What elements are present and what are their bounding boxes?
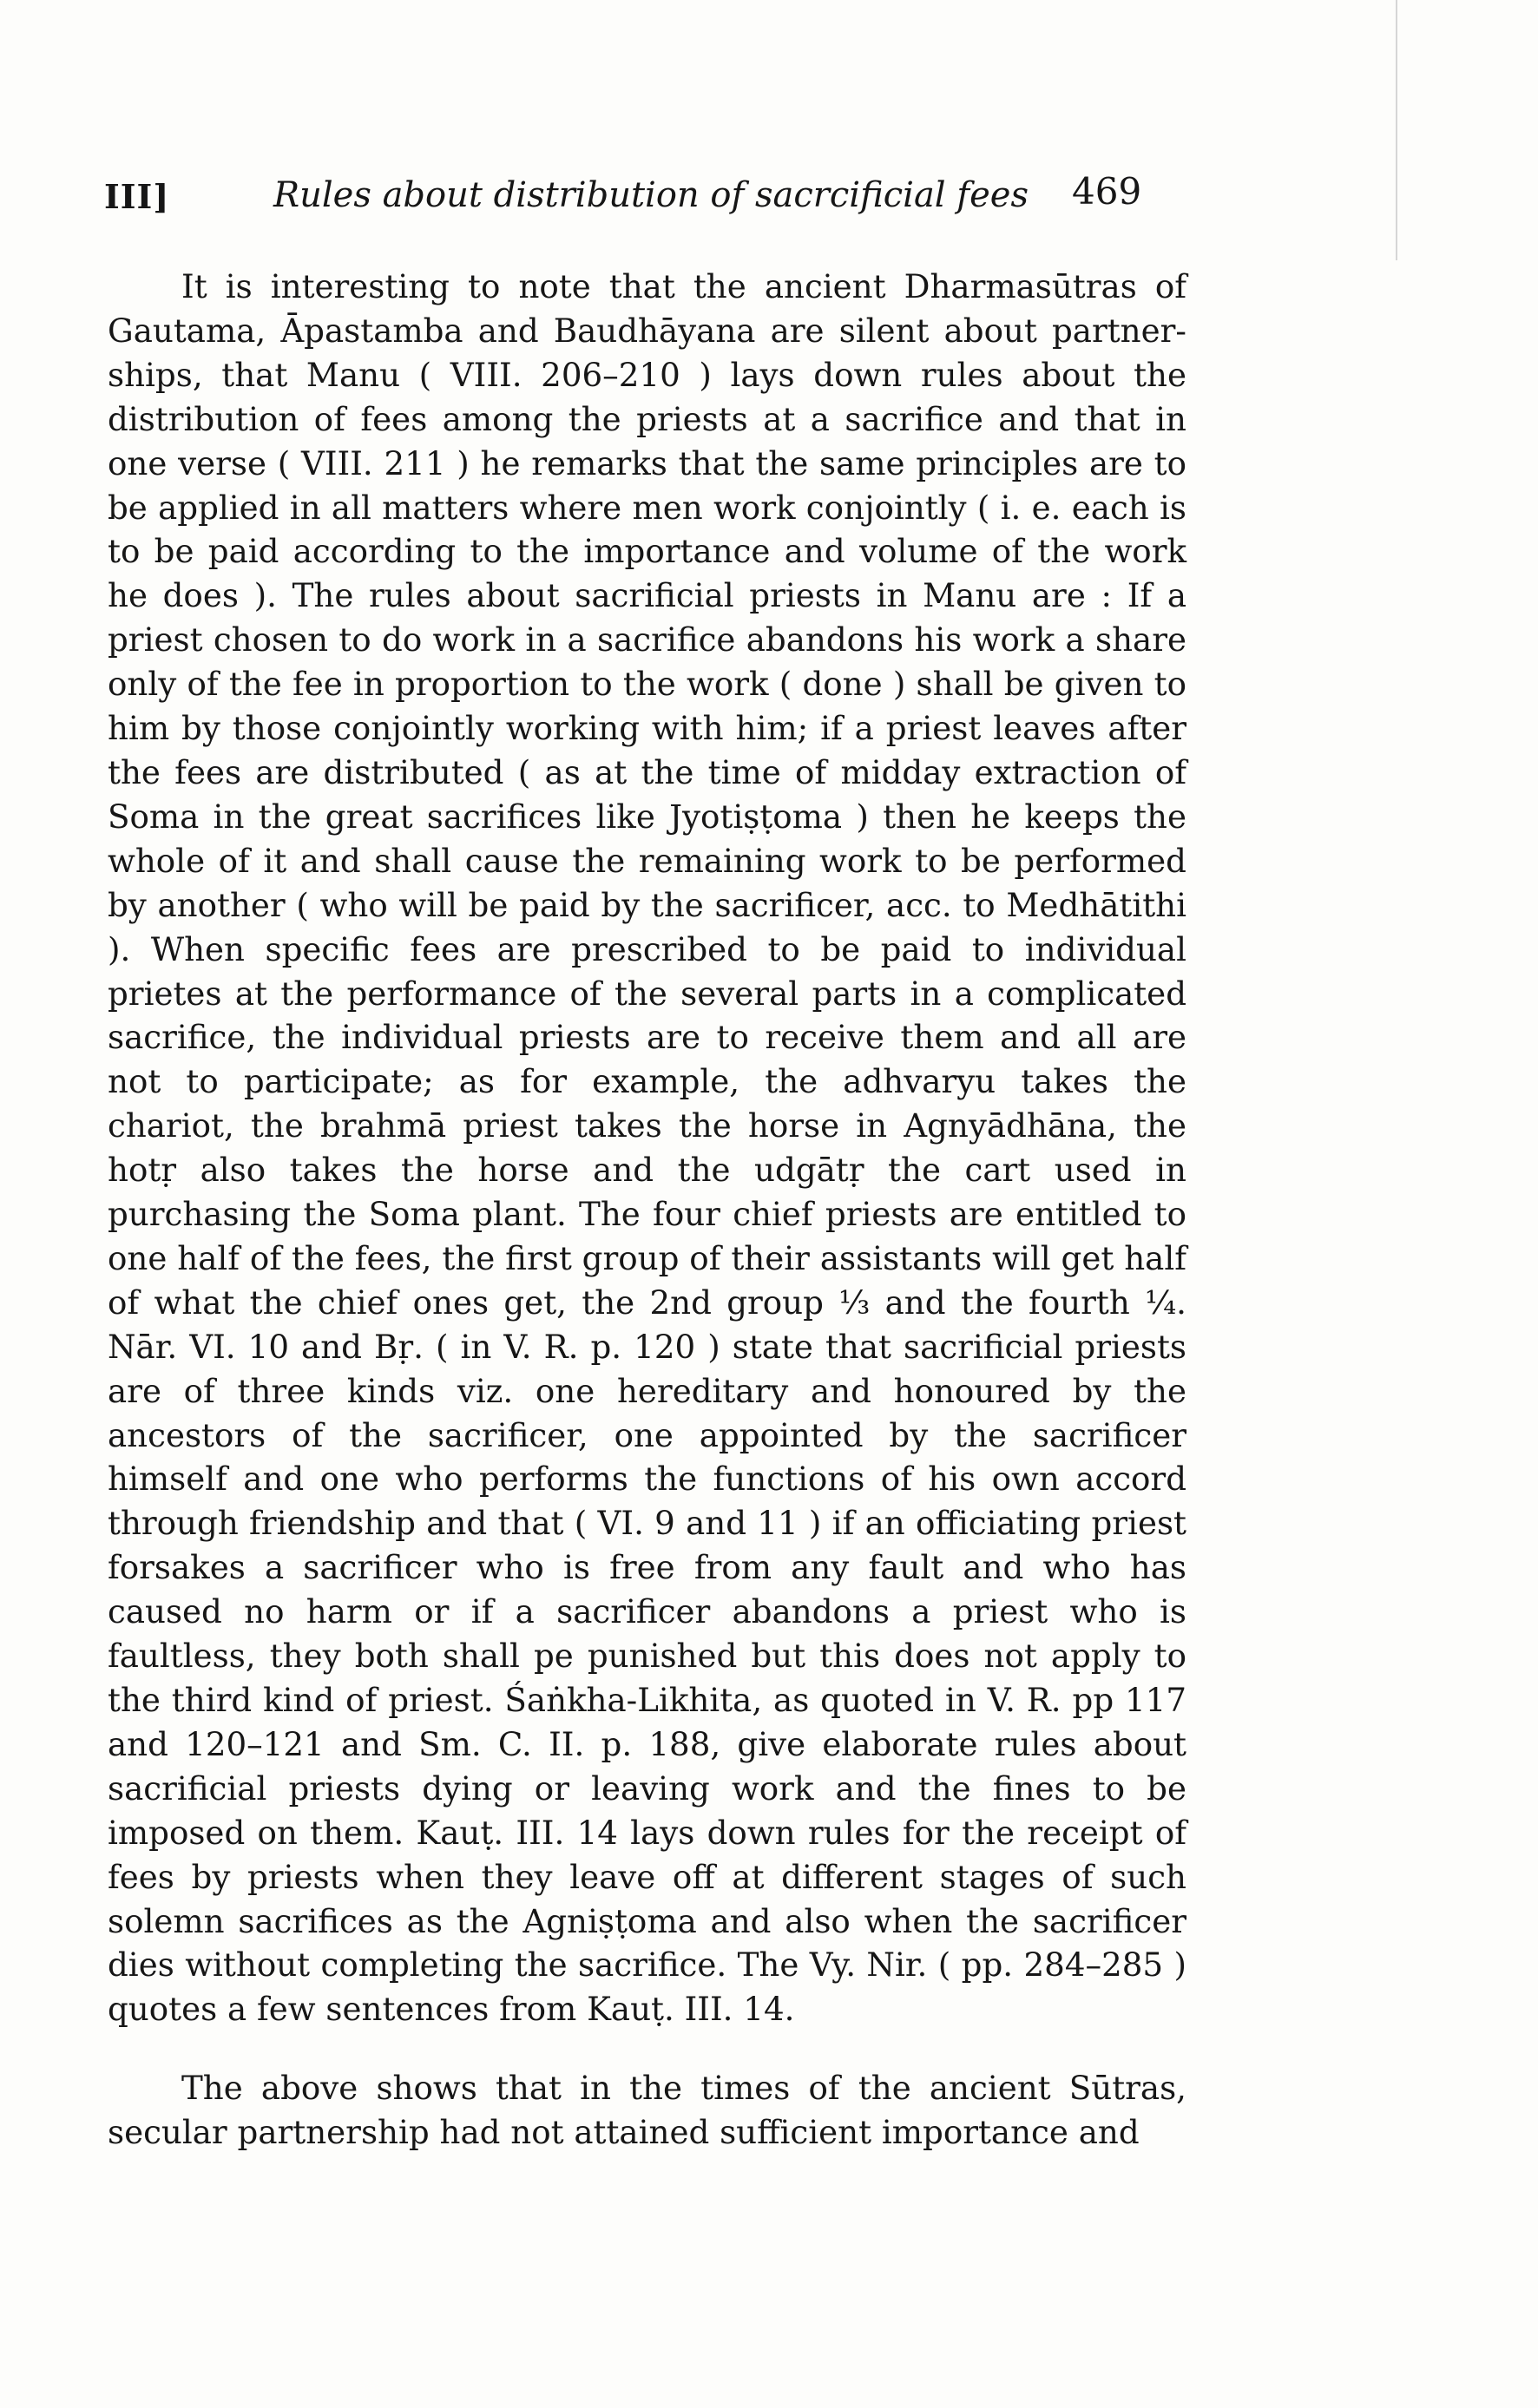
running-title: Rules about distribution of sacrcificial fees — [273, 175, 1029, 215]
body-text — [108, 265, 1186, 2155]
running-header — [104, 165, 1189, 234]
paragraph-secular-partnership: The above shows that in the times of the ancient Sūtras, secular partnership had not attained sufficient importance and — [108, 2069, 1186, 2152]
page-edge-line — [1396, 0, 1397, 260]
page-number: 469 — [1072, 170, 1142, 213]
chapter-marker: III] — [104, 177, 170, 216]
paragraph-partnership-fees: It is interesting to note that the ancient Dharmasūtras of Gautama, Āpastamba and Baudhāyana are silent about partner-ships, that Manu ( VIII. 206–210 ) lays down rules about the distribution of fees among the priests at a sacrifice and that in one verse ( VIII. 211 ) he remarks that the same principles are to be applied in all matters where men work conjointly ( i. e. each is to be paid according to the importance and volume of the work he does ). The rules about sacrificial priests in Manu are : If a priest chosen to do work in a sacrifice abandons his work a share only of the fee in proportion to the work ( done ) shall be given to him by those conjointly working with him; if a priest leaves after the fees are distributed ( as at the time of midday extraction of Soma in the great sacrifices like Jyotiṣṭoma ) then he keeps the whole of it and shall cause the remaining work to be performed by another ( who will be paid by the sacrificer, acc. to Medhātithi ). When specific fees are prescribed to be paid to individual prietes at the performance of the several parts in a complicated sacrifice, the individual priests are to receive them and all are not to participate; as for example, the adhvaryu takes the chariot, the brahmā priest takes the horse in Agnyādhāna, the hotṛ also takes the horse and the udgātṛ the cart used in purchasing the Soma plant. The four chief priests are entitled to one half of the fees, the first group of their assistants will get half of what the chief ones get, the 2nd group ⅓ and the fourth ¼. Nār. VI. 10 and Bṛ. ( in V. R. p. 120 ) state that sacrificial priests are of three kinds viz. one hereditary and honoured by the ancestors of the sacrificer, one appointed by the sacrificer himself and one who performs the functions of his own accord through friendship and that ( VI. 9 and 11 ) if an officiating priest forsakes a sacrificer who is free from any fault and who has caused no harm or if a sacrificer abandons a priest who is faultless, they both shall pe punished but this does not apply to the third kind of priest. Śaṅkha-Likhita, as quoted in V. R. pp 117 and 120–121 and Sm. C. II. p. 188, give elaborate rules about sacrificial priests dying or leaving work and the fines to be imposed on them. Kauṭ. III. 14 lays down rules for the receipt of fees by priests when they leave off at different stages of such solemn sacrifices as the Agniṣṭoma and also when the sacrificer dies without completing the sacrifice. The Vy. Nir. ( pp. 284–285 ) quotes a few sentences from Kauṭ. III. 14. — [108, 267, 1186, 2029]
